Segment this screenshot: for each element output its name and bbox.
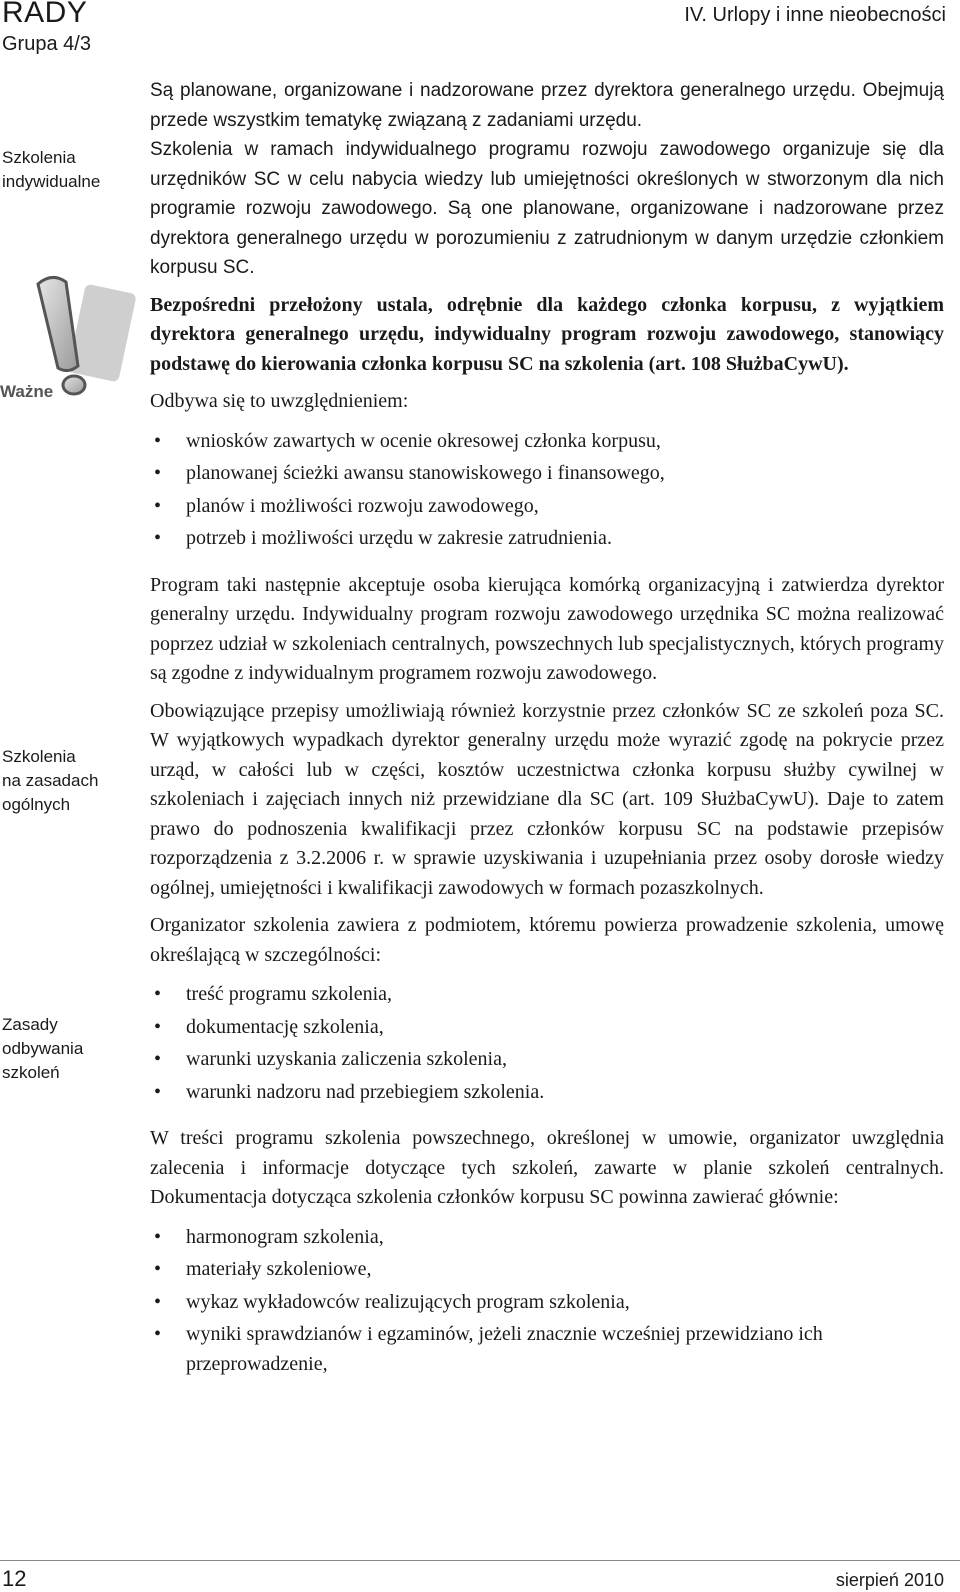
paragraph: Szkolenia w ramach indywidualnego programu rozwoju zawodowego organizuje się dla urzędników SC w celu nabycia wiedzy lub umiejętności określonych w stworzonym dla nich programie rozwoju zawodowego. Są one planowane, organizowane i nadzorowane przez dyrektora generalnego urzędu w porozumieniu z zatrudnionym w danym urzędzie członkiem korpusu SC. [150, 139, 944, 278]
sidebar-label-line: Zasady [2, 1015, 58, 1034]
list-item: • wniosków zawartych w ocenie okresowej członka korpusu, [150, 427, 944, 457]
sidebar-label-szkolenia-indywidualne [2, 146, 127, 194]
bullet-list [150, 427, 944, 554]
paragraph: W treści programu szkolenia powszechnego, określonej w umowie, organizator uwzględnia zalecenia i informacje dotyczące tych szkoleń, zawarte w planie szkoleń centralnych. Dokumentacja dotycząca szkolenia członków korpusu SC powinna zawierać głównie: [150, 1127, 944, 1208]
list-item: • planowanej ścieżki awansu stanowiskowego i finansowego, [150, 459, 944, 489]
paragraph: Program taki następnie akceptuje osoba kierująca komórką organizacyjną i zatwierdza dyrektor generalny urzędu. Indywidualny program rozwoju zawodowego urzędnika SC można realizować poprzez udział w szkoleniach centralnych, powszechnych lub specjalistycznych, których programy są zgodne z indywidualnym programem rozwoju zawodowego. [150, 573, 944, 684]
main-content [150, 76, 944, 1382]
sidebar-label-line: szkoleń [2, 1063, 60, 1082]
footer-rule [0, 1560, 960, 1561]
bullet-list [150, 980, 944, 1107]
header-title: RADY [2, 0, 88, 29]
header-subtitle: Grupa 4/3 [2, 33, 91, 55]
sidebar-label-zasady [2, 1013, 127, 1085]
chapter-title: IV. Urlopy i inne nieobecności [684, 4, 946, 26]
list-item: • warunki uzyskania zaliczenia szkolenia, [150, 1045, 944, 1075]
list-item: • harmonogram szkolenia, [150, 1223, 944, 1253]
list-item: • dokumentację szkolenia, [150, 1013, 944, 1043]
list-item: • warunki nadzoru nad przebiegiem szkolenia. [150, 1078, 944, 1108]
list-item: • wykaz wykładowców realizujących program szkolenia, [150, 1288, 944, 1318]
important-label: Ważne [0, 382, 54, 401]
list-item: • planów i możliwości rozwoju zawodowego, [150, 492, 944, 522]
sidebar-label-line: ogólnych [2, 795, 71, 814]
list-item: • treść programu szkolenia, [150, 980, 944, 1010]
list-item: • materiały szkoleniowe, [150, 1255, 944, 1285]
paragraph: Organizator szkolenia zawiera z podmiotem, któremu powierza prowadzenie szkolenia, umowę określającą w szczególności: [150, 914, 944, 966]
sidebar-label-line: na zasadach [2, 771, 99, 790]
list-item: • wyniki sprawdzianów i egzaminów, jeżeli znacznie wcześniej przewidziano ich przeprowadzenie, [150, 1320, 944, 1379]
paragraph: Odbywa się to uwzględnieniem: [150, 390, 409, 412]
list-item: • potrzeb i możliwości urzędu w zakresie zatrudnienia. [150, 524, 944, 554]
sidebar-label-line: odbywania [2, 1039, 84, 1058]
footer-date: sierpień 2010 [835, 1570, 944, 1590]
important-paragraph: Bezpośredni przełożony ustala, odrębnie dla każdego członka korpusu, z wyjątkiem dyrektora generalnego urzędu, indywidualny program rozwoju zawodowego, stanowiący podstawę do kierowania członka korpusu SC na szkolenia (art. 108 SłużbaCywU). [150, 293, 944, 375]
paragraph: Obowiązujące przepisy umożliwiają również korzystnie przez członków SC ze szkoleń poza SC. W wyjątkowych wypadkach dyrektor generalny urzędu może wyrazić zgodę na pokrycie przez urząd, w całości lub w części, kosztów uczestnictwa członka korpusu służby cywilnej w szkoleniach i zajęciach innych niż przewidziane dla SC (art. 109 SłużbaCywU). Daje to zatem prawo do podnoszenia kwalifikacji przez członków korpusu SC na podstawie przepisów rozporządzenia z 3.2.2006 r. w sprawie uzyskiwania i uzupełniania przez osoby dorosłe wiedzy ogólnej, umiejętności i kwalifikacji zawodowych w formach pozaszkolnych. [150, 699, 944, 899]
sidebar-label-line: Szkolenia [2, 148, 76, 167]
sidebar-label-szkolenia-ogolne [2, 745, 127, 817]
exclamation-icon [18, 270, 138, 400]
bullet-list [150, 1223, 944, 1380]
sidebar-label-line: indywidualne [2, 172, 101, 191]
sidebar-label-line: Szkolenia [2, 747, 76, 766]
page-number: 12 [2, 1566, 27, 1591]
paragraph: Są planowane, organizowane i nadzorowane przez dyrektora generalnego urzędu. Obejmują przede wszystkim tematykę związaną z zadaniami urzędu. [150, 80, 944, 131]
